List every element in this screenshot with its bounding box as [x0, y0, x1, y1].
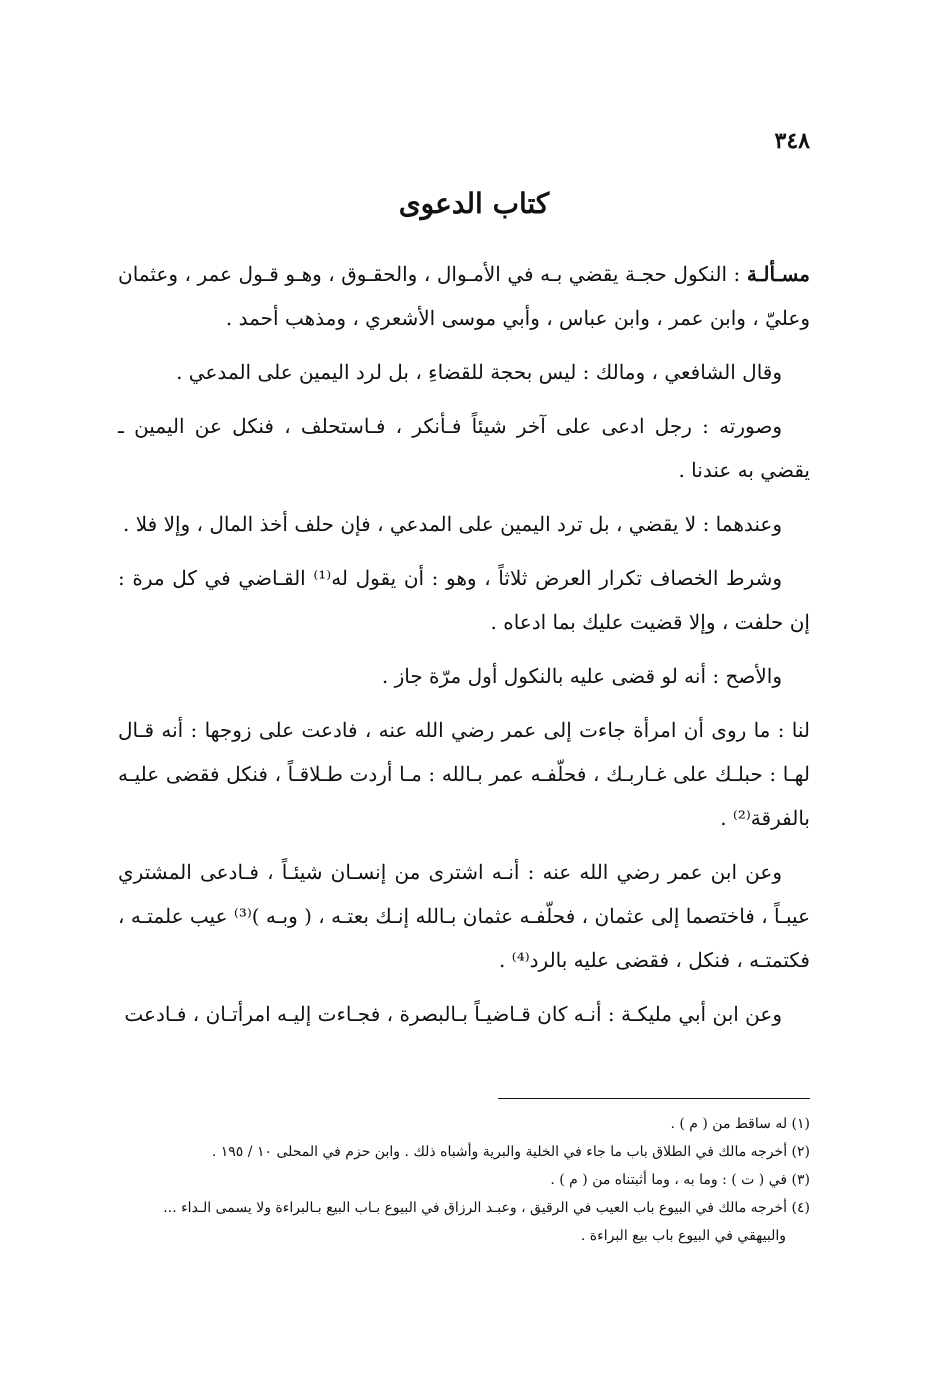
footnote-1: (١) له ساقط من ( م ) . [670, 1116, 810, 1132]
footnote-2: (٢) أخرجه مالك في الطلاق باب ما جاء في الخلية والبرية وأشباه ذلك . وابن حزم في المحلى ١٠ / ١٩٥ . [211, 1144, 810, 1160]
chapter-title: كتاب الدعوى [398, 187, 550, 220]
paragraph: وشرط الخصاف تكرار العرض ثلاثاً ، وهو : أن يقول له⁽¹⁾ القـاضي في كل مرة : إن حلفت ، وإلا قضيت عليك بما ادعاه . [118, 566, 810, 634]
paragraph: وصورته : رجل ادعى على آخر شيئاً فـأنكر ، فـاستحلف ، فنكل عن اليمين ـ يقضي به عندنا . [118, 414, 810, 482]
paragraph: وقال الشافعي ، ومالك : ليس بحجة للقضاءِ ، بل لرد اليمين على المدعي . [176, 360, 782, 384]
masala-label: مسـألـة [746, 262, 810, 286]
paragraph: وعندهما : لا يقضي ، بل ترد اليمين على المدعي ، فإن حلف أخذ المال ، وإلا فلا . [123, 512, 782, 536]
paragraph: وعن ابن أبي مليكـة : أنـه كان قـاضيـاً بـالبصرة ، فجـاءت إليـه امرأتـان ، فـادعت [124, 1002, 782, 1026]
paragraph: وعن ابن عمر رضي الله عنه : أنـه اشترى من إنسـان شيئـاً ، فـادعى المشتري عيبـاً ، فاختصما إلى عثمان ، فحلّفـه عثمان بـالله إنـك بعتـه ، ( وبـه )⁽³⁾ عيب علمتـه ، فكتمتـه ، فنكل ، فقضى عليه بالرد⁽⁴⁾ . [118, 860, 810, 972]
paragraph-text: : النكول حجـة يقضي بـه في الأمـوال ، والحقـوق ، وهـو قـول عمر ، وعثمان وعليّ ، وابن عمر ، وابن عباس ، وأبي موسى الأشعري ، ومذهب أحمد . [118, 262, 810, 330]
footnotes [118, 1110, 810, 1250]
paragraph: والأصح : أنه لو قضى عليه بالنكول أول مرّة جاز . [381, 664, 782, 688]
main-text [118, 252, 810, 1046]
footnote-divider [498, 1098, 810, 1099]
footnote-3: (٣) في ( ت ) : وما به ، وما أثبتناه من ( م ) . [550, 1172, 810, 1188]
footnote-4-continuation: والبيهقي في البيوع باب بيع البراءة . [580, 1228, 786, 1244]
footnote-4: (٤) أخرجه مالك في البيوع باب العيب في الرقيق ، وعبـد الرزاق في البيوع بـاب البيع بـالبراءة ولا يسمى الـداء ... [163, 1200, 810, 1216]
page-number: ٣٤٨ [774, 128, 810, 154]
paragraph: لنا : ما روى أن امرأة جاءت إلى عمر رضي الله عنه ، فادعت على زوجها : أنه قـال لهـا : حبلـك على غـاربـك ، فحلّفـه عمر بـالله : مـا أردت طـلاقـاً ، فنكل فقضى عليـه بالفرقة⁽²⁾ . [118, 718, 810, 830]
paragraph-masala [118, 252, 810, 340]
